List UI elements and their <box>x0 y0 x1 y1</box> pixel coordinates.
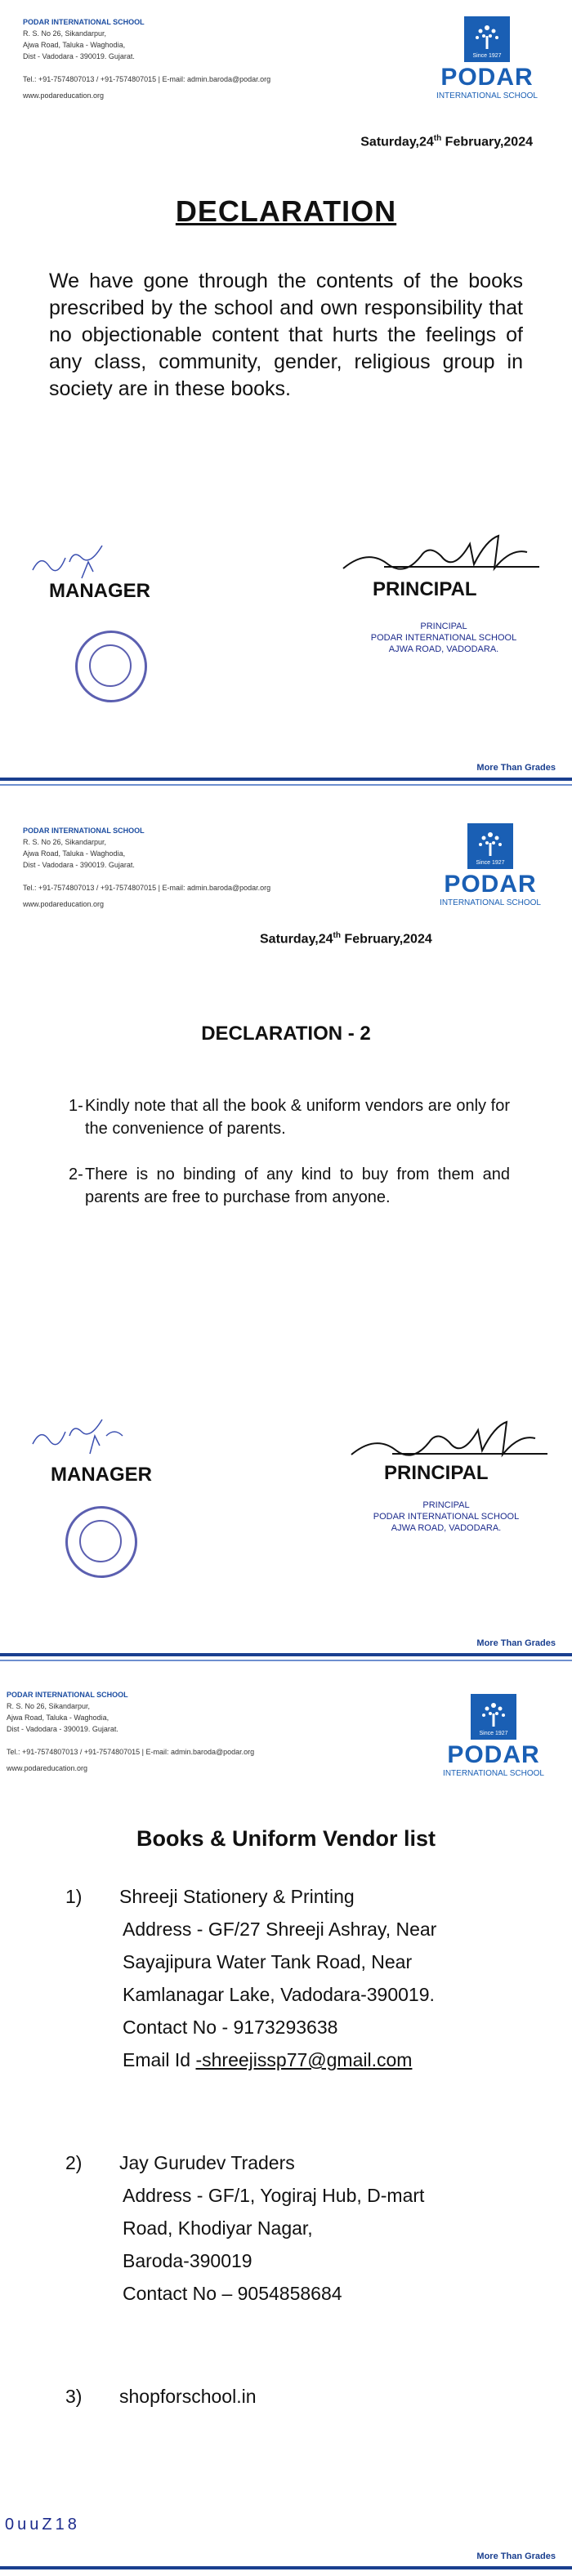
vendor-name-link[interactable]: shopforschool.in <box>119 2386 257 2407</box>
logo-subtitle: INTERNATIONAL SCHOOL <box>436 91 538 100</box>
vendor-detail-line: Address - GF/27 Shreeji Ashray, Near <box>123 1919 437 1940</box>
address-line-2: Ajwa Road, Taluka - Waghodia, <box>23 849 126 858</box>
school-address-block <box>7 1689 254 1774</box>
address-line-2: Ajwa Road, Taluka - Waghodia, <box>7 1714 109 1722</box>
logo-since: Since 1927 <box>479 1731 508 1736</box>
address-line-1: R. S. No 26, Sikandarpur, <box>23 838 107 846</box>
logo-since: Since 1927 <box>472 53 502 59</box>
footer-tagline: More Than Grades <box>476 2551 556 2561</box>
vendor-detail-line: Kamlanagar Lake, Vadodara-390019. <box>123 1984 435 2005</box>
vendor-detail-line: Sayajipura Water Tank Road, Near <box>123 1951 413 1972</box>
logo-brand: PODAR <box>444 871 537 898</box>
document-stamp-number: 0uuZ18 <box>5 2516 80 2534</box>
principal-stamp: PRINCIPAL PODAR INTERNATIONAL SCHOOL AJWA ROAD, VADODARA. <box>370 622 517 654</box>
school-round-stamp <box>65 1506 137 1578</box>
declaration-2-list <box>69 1094 510 1232</box>
website: www.podareducation.org <box>23 91 105 100</box>
vendor-contact: Contact No - 9173293638 <box>123 2017 338 2038</box>
vendor-detail-line: Address - GF/1, Yogiraj Hub, D-mart <box>123 2185 425 2206</box>
vendor-name: Jay Gurudev Traders <box>119 2152 295 2173</box>
vendor-2 <box>65 2146 523 2310</box>
manager-label: MANAGER <box>51 1464 152 1486</box>
school-round-stamp <box>75 631 147 702</box>
letter-date: Saturday,24th February,2024 <box>360 134 533 149</box>
page-1 <box>0 0 572 800</box>
list-item: 1- Kindly note that all the book & uniform vendors are only for the convenience of parents. <box>69 1097 510 1138</box>
address-line-1: R. S. No 26, Sikandarpur, <box>7 1702 91 1710</box>
principal-label: PRINCIPAL <box>384 1462 489 1484</box>
footer-rule <box>0 2566 572 2569</box>
footer-tagline: More Than Grades <box>476 763 556 773</box>
logo-brand: PODAR <box>447 1741 540 1768</box>
manager-initials-signature <box>25 537 139 586</box>
manager-initials-signature <box>25 1411 155 1460</box>
contact-line: Tel.: +91-7574807013 / +91-7574807015 | E-mail: admin.baroda@podar.org <box>7 1748 255 1756</box>
vendor-name: Shreeji Stationery & Printing <box>119 1886 355 1907</box>
school-name: PODAR INTERNATIONAL SCHOOL <box>7 1691 128 1699</box>
tree-logo-icon <box>464 16 510 62</box>
manager-label: MANAGER <box>49 580 150 602</box>
page-3 <box>0 1674 572 2576</box>
school-address-block <box>23 825 270 910</box>
tree-logo-icon <box>467 823 513 869</box>
vendor-number: 3) <box>65 2386 83 2407</box>
podar-logo <box>422 16 552 100</box>
footer-tagline: More Than Grades <box>476 1638 556 1648</box>
vendor-list-title: Books & Uniform Vendor list <box>136 1826 436 1851</box>
contact-line: Tel.: +91-7574807013 / +91-7574807015 | E-mail: admin.baroda@podar.org <box>23 884 271 892</box>
vendor-number: 1) <box>65 1886 83 1907</box>
school-name: PODAR INTERNATIONAL SCHOOL <box>23 18 145 26</box>
website: www.podareducation.org <box>23 900 105 908</box>
vendor-number: 2) <box>65 2152 83 2173</box>
address-line-3: Dist - Vadodara - 390019. Gujarat. <box>7 1725 118 1733</box>
school-name: PODAR INTERNATIONAL SCHOOL <box>23 827 145 835</box>
principal-label: PRINCIPAL <box>373 578 477 600</box>
footer-rule-thin <box>0 1660 572 1661</box>
principal-stamp: PRINCIPAL PODAR INTERNATIONAL SCHOOL AJWA ROAD, VADODARA. <box>373 1500 520 1533</box>
footer-rule <box>0 778 572 781</box>
logo-since: Since 1927 <box>476 860 505 866</box>
podar-logo <box>425 823 556 907</box>
declaration-title: DECLARATION <box>175 194 397 228</box>
vendor-3 <box>65 2380 523 2413</box>
vendor-detail-line: Baroda-390019 <box>123 2250 252 2271</box>
tree-logo-icon <box>471 1694 516 1740</box>
logo-brand: PODAR <box>440 64 534 91</box>
address-line-3: Dist - Vadodara - 390019. Gujarat. <box>23 52 135 60</box>
address-line-2: Ajwa Road, Taluka - Waghodia, <box>23 41 126 49</box>
logo-subtitle: INTERNATIONAL SCHOOL <box>443 1769 544 1778</box>
vendor-detail-line: Road, Khodiyar Nagar, <box>123 2217 313 2239</box>
declaration-body: We have gone through the contents of the books prescribed by the school and own responsibility that no objectionable content that hurts the feelings of any class, community, gender, religious group in society are in these books. <box>49 270 523 400</box>
website: www.podareducation.org <box>7 1764 88 1772</box>
vendor-email-link[interactable]: -shreejissp77@gmail.com <box>195 2049 413 2070</box>
podar-logo <box>428 1694 559 1778</box>
vendor-contact: Contact No – 9054858684 <box>123 2283 342 2304</box>
list-item: 2- There is no binding of any kind to buy from them and parents are free to purchase from anyone. <box>69 1165 510 1206</box>
footer-rule <box>0 1653 572 1656</box>
declaration-2-title: DECLARATION - 2 <box>201 1023 371 1045</box>
letter-date: Saturday,24th February,2024 <box>260 931 432 947</box>
school-address-block <box>23 16 270 101</box>
address-line-3: Dist - Vadodara - 390019. Gujarat. <box>23 861 135 869</box>
vendor-email-line: Email Id -shreejissp77@gmail.com <box>123 2049 413 2070</box>
contact-line: Tel.: +91-7574807013 / +91-7574807015 | E-mail: admin.baroda@podar.org <box>23 75 271 83</box>
logo-subtitle: INTERNATIONAL SCHOOL <box>440 898 541 907</box>
vendor-1 <box>65 1880 523 2076</box>
footer-rule-thin <box>0 784 572 786</box>
page-2 <box>0 817 572 1666</box>
address-line-1: R. S. No 26, Sikandarpur, <box>23 29 107 38</box>
